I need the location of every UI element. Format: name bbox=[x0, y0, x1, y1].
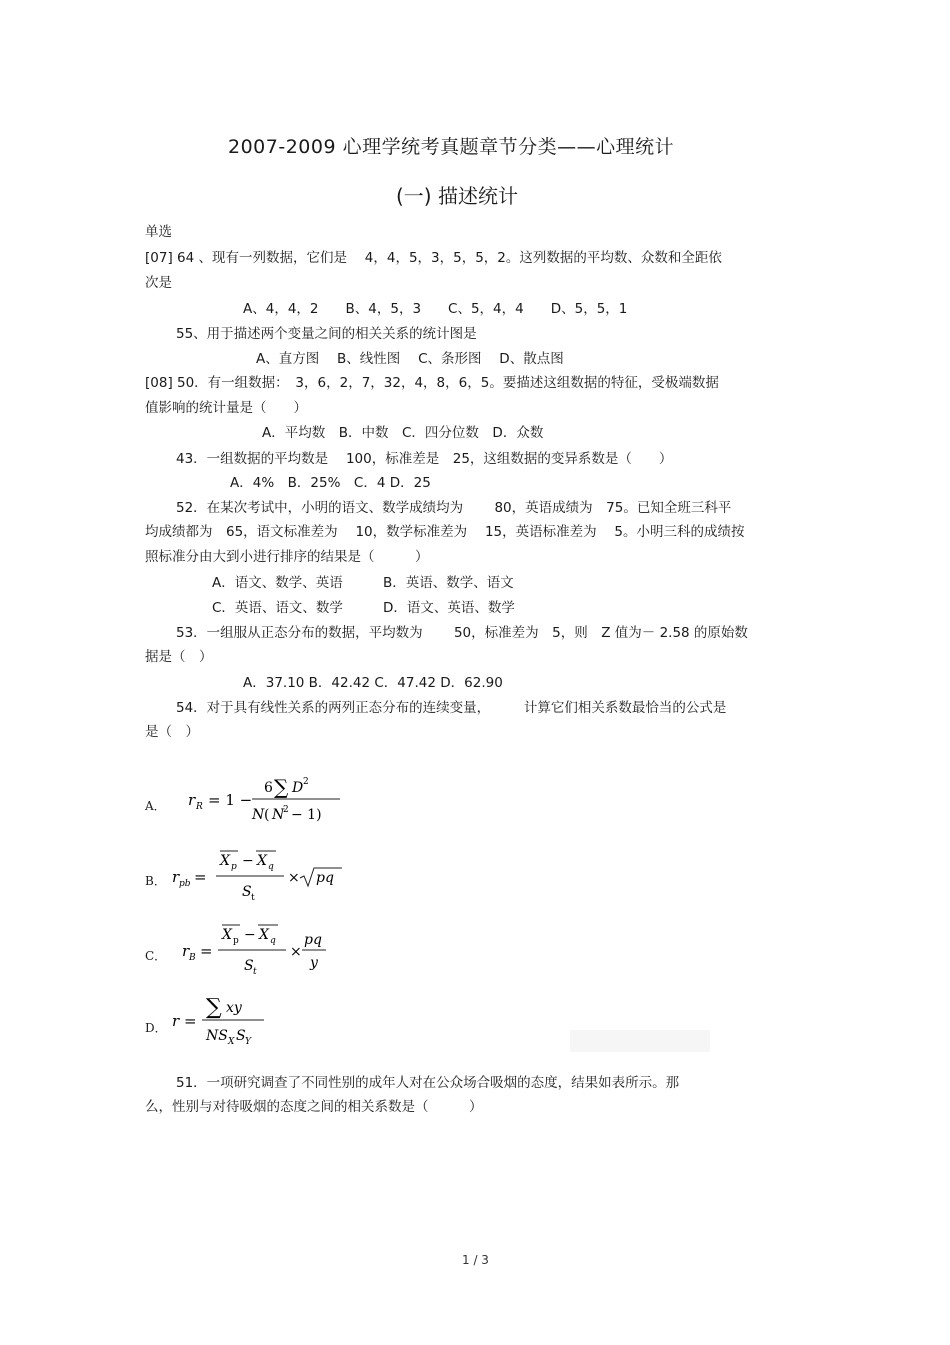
formula-b-point-biserial bbox=[172, 846, 352, 908]
svg-text:∑: ∑ bbox=[274, 775, 289, 799]
svg-text:=: = bbox=[184, 1012, 197, 1030]
svg-text:S: S bbox=[244, 958, 254, 974]
question-50-line1: [08] 50．有一组数据： 3，6，2，7，32，4，8，6，5。要描述这组数据的特征，受极端数据 bbox=[145, 375, 719, 391]
question-55-options: A、直方图 B、线性图 C、条形图 D、散点图 bbox=[256, 351, 564, 367]
svg-text:N: N bbox=[272, 807, 285, 823]
section-label: 单选 bbox=[145, 224, 172, 240]
svg-text:N: N bbox=[252, 807, 265, 823]
page-title: 2007-2009 心理学统考真题章节分类——心理统计 bbox=[228, 136, 675, 158]
question-54-line2: 是（ ） bbox=[145, 724, 199, 740]
svg-text:−: − bbox=[242, 853, 254, 869]
question-53-line2: 据是（ ） bbox=[145, 649, 213, 665]
svg-text:X: X bbox=[259, 927, 269, 943]
svg-text:r: r bbox=[172, 868, 180, 886]
svg-text:t: t bbox=[251, 893, 255, 903]
question-52-option-d: D．语文、英语、数学 bbox=[383, 600, 515, 616]
question-50-options: A．平均数 B．中数 C．四分位数 D．众数 bbox=[262, 425, 544, 441]
svg-text:X: X bbox=[228, 1037, 235, 1047]
formula-c-biserial bbox=[182, 920, 342, 982]
formula-b-label: B． bbox=[145, 874, 166, 888]
formula-a-label: A． bbox=[145, 799, 166, 813]
question-52-line1: 52．在某次考试中，小明的语文、数学成绩均为 80，英语成绩为 75。已知全班三科平 bbox=[176, 500, 732, 516]
formula-a-spearman bbox=[188, 772, 348, 832]
question-52-option-c: C．英语、语文、数学 bbox=[212, 600, 343, 616]
svg-text:=: = bbox=[200, 942, 213, 960]
svg-text:xy: xy bbox=[226, 1000, 242, 1016]
svg-text:S: S bbox=[242, 884, 252, 900]
svg-text:q: q bbox=[270, 936, 276, 946]
svg-text:= 1 −: = 1 − bbox=[208, 791, 253, 809]
svg-text:B: B bbox=[189, 953, 196, 963]
question-52-option-a: A．语文、数学、英语 bbox=[212, 575, 343, 591]
formula-d-pearson bbox=[172, 994, 282, 1054]
question-64-line2: 次是 bbox=[145, 275, 172, 291]
formula-c-label: C． bbox=[145, 949, 167, 963]
svg-text:S: S bbox=[236, 1028, 246, 1044]
svg-text:pq: pq bbox=[316, 870, 334, 886]
question-53-options: A．37.10 B．42.42 C．47.42 D．62.90 bbox=[243, 675, 503, 691]
question-52-line2: 均成绩都为 65，语文标准差为 10，数学标准差为 15，英语标准差为 5。小明三科的成绩按 bbox=[145, 524, 745, 540]
svg-text:−: − bbox=[244, 927, 256, 943]
svg-text:NS: NS bbox=[206, 1028, 228, 1044]
section-subtitle: (一) 描述统计 bbox=[396, 184, 518, 208]
svg-text:2: 2 bbox=[303, 777, 309, 787]
svg-text:×: × bbox=[290, 944, 302, 960]
svg-text:pb: pb bbox=[179, 879, 191, 889]
question-55-line1: 55、用于描述两个变量之间的相关关系的统计图是 bbox=[176, 326, 477, 342]
question-51-line1: 51．一项研究调查了不同性别的成年人对在公众场合吸烟的态度，结果如表所示。那 bbox=[176, 1075, 680, 1091]
svg-text:6: 6 bbox=[264, 780, 273, 796]
question-52-option-b: B．英语、数学、语文 bbox=[383, 575, 514, 591]
svg-text:R: R bbox=[196, 802, 203, 812]
svg-text:− 1): − 1) bbox=[291, 807, 322, 823]
svg-text:p: p bbox=[233, 936, 239, 946]
svg-text:X: X bbox=[257, 853, 267, 869]
question-50-line2: 值影响的统计量是（ ） bbox=[145, 400, 307, 416]
question-51-line2: 么，性别与对待吸烟的态度之间的相关系数是（ ） bbox=[145, 1099, 483, 1115]
question-64-options: A、4，4，2 B、4，5，3 C、5，4，4 D、5，5，1 bbox=[243, 301, 628, 317]
svg-text:(: ( bbox=[264, 807, 270, 823]
svg-text:y: y bbox=[310, 955, 318, 971]
question-43-options: A．4% B．25% C．4 D．25 bbox=[230, 475, 431, 491]
svg-text:X: X bbox=[222, 927, 232, 943]
svg-text:pq: pq bbox=[304, 932, 322, 948]
svg-text:r: r bbox=[172, 1012, 180, 1030]
question-53-line1: 53．一组服从正态分布的数据，平均数为 50，标准差为 5，则 Z 值为－ 2.58 的原始数 bbox=[176, 625, 748, 641]
svg-text:Y: Y bbox=[245, 1037, 251, 1047]
question-54-line1: 54．对于具有线性关系的两列正态分布的连续变量， 计算它们相关系数最恰当的公式是 bbox=[176, 700, 727, 716]
question-52-line3: 照标准分由大到小进行排序的结果是（ ） bbox=[145, 549, 429, 565]
svg-text:p: p bbox=[231, 862, 237, 872]
formula-d-label: D． bbox=[145, 1021, 167, 1035]
question-64-line1: [07] 64 、现有一列数据，它们是 4，4，5，3，5，5，2。这列数据的平均数、众数和全距依 bbox=[145, 250, 722, 266]
svg-text:t: t bbox=[253, 967, 257, 977]
scan-smudge bbox=[570, 1030, 710, 1052]
svg-text:=: = bbox=[194, 868, 207, 886]
svg-text:2: 2 bbox=[283, 805, 289, 815]
svg-text:r: r bbox=[182, 942, 190, 960]
svg-text:r: r bbox=[188, 791, 196, 809]
svg-text:∑: ∑ bbox=[206, 995, 222, 1020]
page-number: 1 / 3 bbox=[462, 1253, 489, 1267]
question-43-line1: 43．一组数据的平均数是 100，标准差是 25，这组数据的变异系数是（ ） bbox=[176, 451, 673, 467]
svg-text:×: × bbox=[288, 870, 300, 886]
svg-text:X: X bbox=[220, 853, 230, 869]
svg-text:q: q bbox=[268, 862, 274, 872]
svg-text:D: D bbox=[292, 780, 304, 796]
